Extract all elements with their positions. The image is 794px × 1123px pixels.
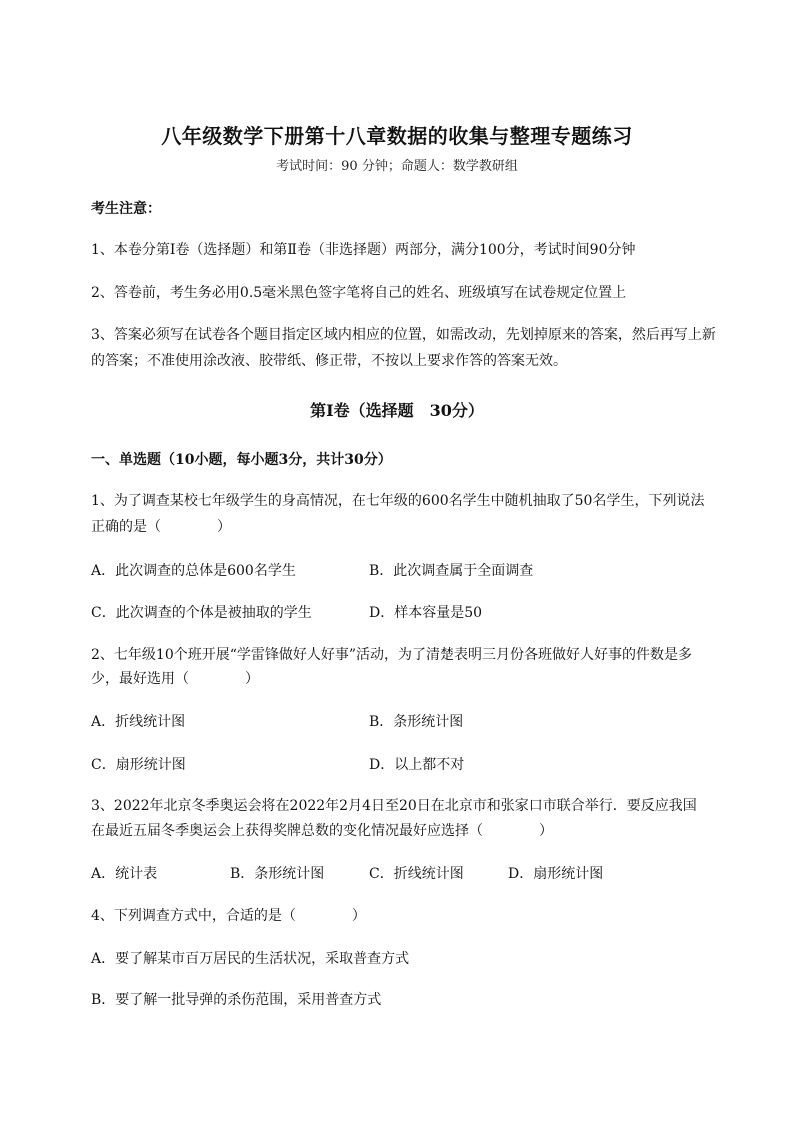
question-4-option-b: B．要了解一批导弹的杀伤范围，采用普查方式 [91, 992, 382, 1008]
question-4-stem [91, 906, 366, 926]
question-1-stem-cont [91, 517, 231, 537]
question-4-stem-close: ） [351, 908, 366, 924]
question-2-option-d: D．以上都不对 [369, 757, 465, 773]
question-3-option-d: D．扇形统计图 [508, 866, 604, 882]
section-title: 第I卷（选择题 30分） [310, 401, 484, 420]
question-3-stem-close: ） [539, 823, 553, 839]
question-2-stem: 2、七年级10个班开展“学雷锋做好人好事”活动，为了清楚表明三月份各班做好人好事的件数是多 [91, 647, 693, 663]
document-subtitle: 考试时间：90 分钟；命题人：数学教研组 [276, 159, 518, 174]
document-title: 八年级数学下册第十八章数据的收集与整理专题练习 [161, 124, 633, 148]
question-1-option-a: A．此次调查的总体是600名学生 [91, 563, 296, 579]
question-3-stem-line2: 在最近五届冬季奥运会上获得奖牌总数的变化情况最好应选择（ [91, 823, 483, 839]
question-1-option-c: C．此次调查的个体是被抽取的学生 [91, 605, 312, 621]
notice-item-3-cont: 的答案；不准使用涂改液、胶带纸、修正带，不按以上要求作答的答案无效。 [91, 353, 567, 369]
question-3-option-c: C．折线统计图 [369, 866, 464, 882]
question-2-option-a: A．折线统计图 [91, 714, 186, 730]
notice-item-1: 1、本卷分第I卷（选择题）和第Ⅱ卷（非选择题）两部分，满分100分，考试时间90分钟 [91, 242, 636, 258]
question-2-stem-close: ） [245, 671, 259, 687]
question-3-stem: 3、2022年北京冬季奥运会将在2022年2月4日至20日在北京市和张家口市联合举行．要反应我国 [91, 798, 697, 814]
question-1-option-b: B．此次调查属于全面调查 [369, 563, 534, 579]
question-1-stem: 1、为了调查某校七年级学生的身高情况，在七年级的600名学生中随机抽取了50名学生，下列说法 [91, 493, 705, 509]
notice-heading: 考生注意： [91, 201, 161, 217]
question-3-stem-cont [91, 821, 553, 841]
question-2-stem-line2: 少，最好选用（ [91, 671, 189, 687]
question-1-option-d: D．样本容量是50 [369, 605, 483, 621]
question-4-option-a: A．要了解某市百万居民的生活状况，采取普查方式 [91, 951, 410, 967]
notice-item-3: 3、答案必须写在试卷各个题目指定区域内相应的位置，如需改动，先划掉原来的答案，然后再写上新 [91, 327, 716, 343]
question-2-option-b: B．条形统计图 [369, 714, 464, 730]
question-3-option-a: A．统计表 [91, 866, 158, 882]
notice-item-2: 2、答卷前，考生务必用0.5毫米黑色签字笔将自己的姓名、班级填写在试卷规定位置上 [91, 285, 627, 301]
part-heading: 一、单选题（10小题，每小题3分，共计30分） [91, 452, 392, 468]
question-2-stem-cont [91, 669, 259, 689]
question-2-option-c: C．扇形统计图 [91, 757, 186, 773]
question-1-stem-close: ） [217, 519, 231, 535]
question-4-stem-line1: 4、下列调查方式中，合适的是（ [91, 908, 296, 924]
question-3-option-b: B．条形统计图 [230, 866, 325, 882]
question-1-stem-line2: 正确的是（ [91, 519, 161, 535]
